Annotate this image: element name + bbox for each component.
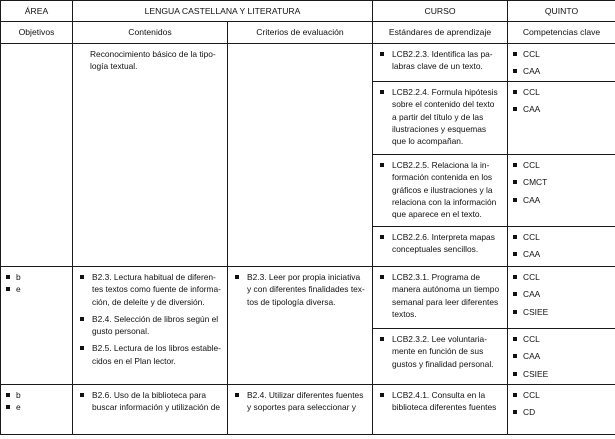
estandar-line: formación contenida en los <box>392 172 493 183</box>
list-item <box>231 389 369 414</box>
bullet-icon <box>235 393 239 397</box>
competencia: CAA <box>523 104 541 115</box>
list-item <box>76 313 224 338</box>
list-item <box>76 389 224 414</box>
bullet-icon <box>6 287 10 291</box>
curso-label: CURSO <box>373 1 508 22</box>
criterio-line: y con diferentes finalidades tex- <box>247 284 365 295</box>
col-estandares: Estándares de aprendizaje <box>373 22 508 44</box>
list-item <box>511 194 612 206</box>
list-item <box>376 333 504 370</box>
competencia: CAA <box>523 66 541 77</box>
bullet-icon <box>513 163 517 167</box>
competencias-cell <box>508 385 615 435</box>
competencia: CMCT <box>523 177 548 188</box>
list-item <box>4 401 69 413</box>
list-item <box>511 48 612 60</box>
table-row <box>1 267 615 329</box>
estandar-line: gráficos e ilustraciones y la <box>392 184 493 195</box>
contenido-line: B2.4. Selección de libros según el <box>92 313 219 324</box>
estandar-cell <box>373 329 508 385</box>
bullet-icon <box>513 180 517 184</box>
estandar-line: gustos y finalidad personal. <box>392 358 494 369</box>
list-item <box>4 389 69 401</box>
list-item <box>511 271 612 283</box>
bullet-icon <box>6 275 10 279</box>
bullet-icon <box>513 107 517 111</box>
bullet-icon <box>6 393 10 397</box>
list-item <box>511 248 612 260</box>
contenido-line: buscar información y utilización de <box>92 402 221 413</box>
bullet-icon <box>513 69 517 73</box>
column-header-row <box>1 22 615 44</box>
list-item <box>76 271 224 308</box>
list-item <box>376 231 504 256</box>
list-item <box>4 271 69 283</box>
competencia: CSIEE <box>523 306 549 317</box>
bullet-icon <box>513 198 517 202</box>
criterios-cell <box>228 385 373 435</box>
estandar-cell <box>373 267 508 329</box>
contenidos-cell <box>73 267 228 385</box>
objetivos-cell <box>1 267 73 385</box>
bullet-icon <box>6 405 10 409</box>
contenidos-cell <box>73 44 228 267</box>
area-name: LENGUA CASTELLANA Y LITERATURA <box>73 1 373 22</box>
bullet-icon <box>513 337 517 341</box>
contenido-line: B2.5. Lectura de los libros estable- <box>92 343 221 354</box>
bullet-icon <box>513 235 517 239</box>
competencia: CCL <box>523 334 540 344</box>
table-row <box>1 44 615 82</box>
col-criterios: Criterios de evaluación <box>228 22 373 44</box>
objetivo: e <box>16 402 21 413</box>
competencia: CAA <box>523 194 541 205</box>
estandar-line: a partir del título y de las <box>392 111 484 122</box>
list-item <box>376 159 504 220</box>
estandar-line: LCB2.4.1. Consulta en la <box>392 390 486 400</box>
list-item <box>511 389 612 401</box>
bullet-icon <box>513 393 517 397</box>
estandar-line: biblioteca diferentes fuentes <box>392 402 497 413</box>
competencia: CCL <box>523 87 540 97</box>
bullet-icon <box>380 235 384 239</box>
list-item <box>511 350 612 362</box>
list-item <box>511 406 612 418</box>
criterio-line: B2.3. Leer por propia iniciativa <box>247 272 361 282</box>
estandar-cell <box>373 385 508 435</box>
bullet-icon <box>380 90 384 94</box>
estandar-line: relaciona con la información <box>392 196 497 207</box>
bullet-icon <box>380 163 384 167</box>
bullet-icon <box>235 275 239 279</box>
criterios-cell <box>228 44 373 267</box>
competencias-cell <box>508 44 615 82</box>
contenido-line: gusto personal. <box>92 326 150 337</box>
area-label: ÁREA <box>1 1 73 22</box>
header-row <box>1 1 615 22</box>
criterio-line: B2.4. Utilizar diferentes fuentes <box>247 390 364 400</box>
competencia: CAA <box>523 351 541 362</box>
objetivo: b <box>16 272 21 282</box>
list-item <box>76 342 224 367</box>
estandar-line: semanal para leer diferentes <box>392 296 499 307</box>
contenido-line: Reconocimiento básico de la tipo- <box>90 49 216 59</box>
list-item <box>511 368 612 380</box>
criterio-line: tos de tipología diversa. <box>247 296 336 307</box>
competencia: CCL <box>523 49 540 59</box>
competencia: CCL <box>523 390 540 400</box>
list-item <box>376 86 504 147</box>
bullet-icon <box>513 52 517 56</box>
competencia: CCL <box>523 160 540 170</box>
estandar-line: labras clave de un texto. <box>392 61 483 72</box>
bullet-icon <box>80 393 84 397</box>
list-item <box>231 271 369 308</box>
estandar-cell <box>373 155 508 227</box>
bullet-icon <box>380 393 384 397</box>
list-item <box>511 288 612 300</box>
estandar-line: LCB2.3.1. Programa de <box>392 272 481 282</box>
bullet-icon <box>513 410 517 414</box>
bullet-icon <box>513 354 517 358</box>
bullet-icon <box>513 90 517 94</box>
contenido-line: tes textos como fuente de informa- <box>92 284 221 295</box>
bullet-icon <box>380 52 384 56</box>
competencia: CAA <box>523 249 541 260</box>
col-objetivos: Objetivos <box>1 22 73 44</box>
bullet-icon <box>513 252 517 256</box>
estandar-cell <box>373 227 508 267</box>
contenido-line: B2.6. Uso de la biblioteca para <box>92 390 207 400</box>
estandar-line: LCB2.3.2. Lee voluntaria- <box>392 334 487 344</box>
list-item <box>511 306 612 318</box>
bullet-icon <box>80 275 84 279</box>
contenido-line: ción, de deleite y de diversión. <box>92 296 205 307</box>
bullet-icon <box>513 275 517 279</box>
objetivo: e <box>16 284 21 295</box>
competencia: CCL <box>523 272 540 282</box>
estandar-line: que lo acompañan. <box>392 136 464 147</box>
list-item <box>376 271 504 320</box>
list-item <box>511 65 612 77</box>
table-row <box>1 385 615 435</box>
bullet-icon <box>80 317 84 321</box>
estandar-line: manera autónoma un tiempo <box>392 284 500 295</box>
competencias-cell <box>508 155 615 227</box>
contenidos-cell <box>73 385 228 435</box>
estandar-line: LCB2.2.6. Interpreta mapas <box>392 232 495 242</box>
bullet-icon <box>513 310 517 314</box>
estandar-cell <box>373 44 508 82</box>
list-item <box>4 283 69 295</box>
list-item <box>511 176 612 188</box>
competencia: CCL <box>523 232 540 242</box>
objetivo: b <box>16 390 21 400</box>
contenido-line: cidos en el Plan lector. <box>92 355 176 366</box>
estandar-line: ilustraciones y esquemas <box>392 123 487 134</box>
estandar-cell <box>373 82 508 155</box>
objetivos-cell <box>1 44 73 267</box>
col-contenidos: Contenidos <box>73 22 228 44</box>
list-item <box>511 159 612 171</box>
list-item <box>376 48 504 73</box>
competencias-cell <box>508 267 615 329</box>
bullet-icon <box>380 275 384 279</box>
contenido-line: logía textual. <box>90 61 138 72</box>
competencias-cell <box>508 82 615 155</box>
bullet-icon <box>380 337 384 341</box>
estandar-line: LCB2.2.5. Relaciona la in- <box>392 160 490 170</box>
bullet-icon <box>80 346 84 350</box>
estandar-line: textos. <box>392 308 417 319</box>
competencia: CAA <box>523 289 541 300</box>
list-item <box>511 103 612 115</box>
criterio-line: y soportes para seleccionar y <box>247 402 356 413</box>
list-item <box>511 231 612 243</box>
estandar-line: sobre el contenido del texto <box>392 99 495 110</box>
bullet-icon <box>513 292 517 296</box>
curso-name: QUINTO <box>508 1 615 22</box>
list-item <box>511 86 612 98</box>
bullet-icon <box>513 372 517 376</box>
competencia: CD <box>523 407 536 418</box>
estandar-line: mente en función de sus <box>392 346 484 357</box>
estandar-line: que aparece en el texto. <box>392 209 482 220</box>
list-item <box>511 333 612 345</box>
criterios-cell <box>228 267 373 385</box>
list-item <box>376 389 504 414</box>
competencias-cell <box>508 329 615 385</box>
col-competencias: Competencias clave <box>508 22 615 44</box>
estandar-line: LCB2.2.3. Identifica las pa- <box>392 49 493 59</box>
estandar-line: conceptuales sencillos. <box>392 244 479 255</box>
estandar-line: LCB2.2.4. Formula hipótesis <box>392 87 498 97</box>
competencia: CSIEE <box>523 368 549 379</box>
competencias-cell <box>508 227 615 267</box>
contenido-line: B2.3. Lectura habitual de diferen- <box>92 272 216 282</box>
objetivos-cell <box>1 385 73 435</box>
